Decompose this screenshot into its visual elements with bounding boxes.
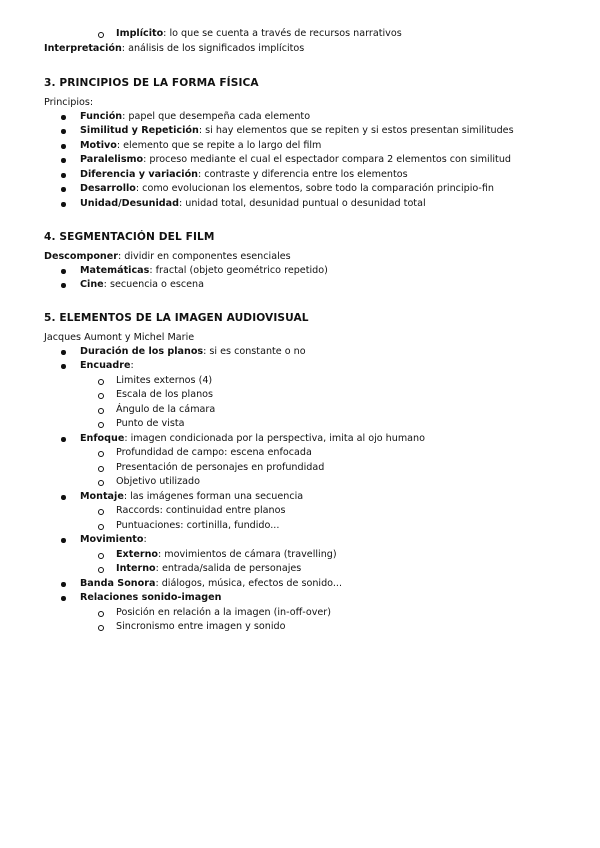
sub-list-item: Posición en relación a la imagen (in-off-over) — [116, 607, 331, 618]
implicito-text: : lo que se cuenta a través de recursos narrativos — [163, 28, 402, 39]
sub-list-item — [116, 563, 301, 575]
item-text: : imagen condicionada por la perspectiva, imita al ojo humano — [124, 433, 426, 444]
item-label: Función — [80, 111, 123, 122]
item-text: : proceso mediante el cual el espectador compara 2 elementos con similitud — [143, 154, 511, 165]
item-text: : secuencia o escena — [103, 279, 205, 290]
item-text: : elemento que se repite a lo largo del film — [116, 140, 322, 151]
list-item — [80, 111, 310, 123]
implicito-item — [116, 28, 402, 40]
list-item — [80, 592, 221, 604]
sub-list-item: Ángulo de la cámara — [116, 404, 216, 415]
section3-heading: 3. PRINCIPIOS DE LA FORMA FÍSICA — [44, 77, 259, 89]
item-label: Movimiento — [80, 534, 144, 545]
item-label: Diferencia y variación — [80, 169, 199, 180]
item-label: Desarrollo — [80, 183, 136, 194]
section4-heading: 4. SEGMENTACIÓN DEL FILM — [44, 231, 215, 243]
list-item — [80, 360, 134, 372]
descomponer-label: Descomponer — [44, 251, 118, 262]
sub-list-item: Objetivo utilizado — [116, 476, 200, 487]
list-item — [80, 169, 408, 181]
list-item — [80, 433, 425, 445]
list-item — [80, 491, 303, 503]
list-item — [80, 183, 494, 195]
item-label: Encuadre — [80, 360, 131, 371]
item-text: : si es constante o no — [203, 346, 306, 357]
item-label: Cine — [80, 279, 104, 290]
item-label: Montaje — [80, 491, 124, 502]
item-text: : fractal (objeto geométrico repetido) — [149, 265, 328, 276]
section5-heading: 5. ELEMENTOS DE LA IMAGEN AUDIOVISUAL — [44, 312, 309, 324]
item-text: : — [143, 534, 147, 545]
list-item — [80, 125, 514, 137]
item-label: Matemáticas — [80, 265, 150, 276]
item-label: Banda Sonora — [80, 578, 156, 589]
sub-list-item: Punto de vista — [116, 418, 185, 429]
sub-list-item: Escala de los planos — [116, 389, 214, 400]
sub-list-item: Puntuaciones: cortinilla, fundido... — [116, 520, 280, 531]
sub-list-item: Raccords: continuidad entre planos — [116, 505, 286, 516]
item-label: Enfoque — [80, 433, 125, 444]
descomponer-text: : dividir en componentes esenciales — [117, 251, 291, 262]
sub-item-label: Interno — [116, 563, 156, 574]
sub-list-item: Sincronismo entre imagen y sonido — [116, 621, 286, 632]
list-item — [80, 265, 328, 277]
item-text: : contraste y diferencia entre los elementos — [198, 169, 408, 180]
sub-item-label: Externo — [116, 549, 158, 560]
item-label: Motivo — [80, 140, 117, 151]
implicito-label: Implícito — [116, 28, 164, 39]
section5-authors: Jacques Aumont y Michel Marie — [44, 332, 195, 343]
list-item — [80, 346, 306, 358]
item-text: : unidad total, desunidad puntual o desunidad total — [178, 198, 426, 209]
item-text: : si hay elementos que se repiten y si estos presentan similitudes — [198, 125, 514, 136]
item-label: Relaciones sonido-imagen — [80, 592, 222, 603]
section3-intro: Principios: — [44, 97, 94, 108]
item-label: Paralelismo — [80, 154, 144, 165]
list-item — [80, 154, 511, 166]
sub-item-text: : movimientos de cámara (travelling) — [158, 549, 337, 560]
interpretacion-label: Interpretación — [44, 43, 122, 54]
item-label: Unidad/Desunidad — [80, 198, 179, 209]
interpretacion-line — [44, 43, 304, 55]
item-text: : papel que desempeña cada elemento — [122, 111, 311, 122]
list-item — [80, 578, 342, 590]
sub-list-item: Profundidad de campo: escena enfocada — [116, 447, 312, 458]
sub-list-item — [116, 549, 337, 561]
sub-item-text: : entrada/salida de personajes — [155, 563, 302, 574]
item-text: : las imágenes forman una secuencia — [123, 491, 304, 502]
item-text: : como evolucionan los elementos, sobre todo la comparación principio-fin — [135, 183, 494, 194]
item-text: : — [130, 360, 134, 371]
list-item — [80, 534, 147, 546]
list-item — [80, 198, 426, 210]
interpretacion-text: : análisis de los significados implícitos — [121, 43, 305, 54]
sub-list-item: Presentación de personajes en profundidad — [116, 462, 325, 473]
list-item — [80, 279, 204, 291]
item-label: Similitud y Repetición — [80, 125, 199, 136]
sub-list-item: Limites externos (4) — [116, 375, 213, 386]
list-item — [80, 140, 321, 152]
item-text: : diálogos, música, efectos de sonido... — [155, 578, 343, 589]
descomponer-line — [44, 251, 291, 263]
item-label: Duración de los planos — [80, 346, 204, 357]
